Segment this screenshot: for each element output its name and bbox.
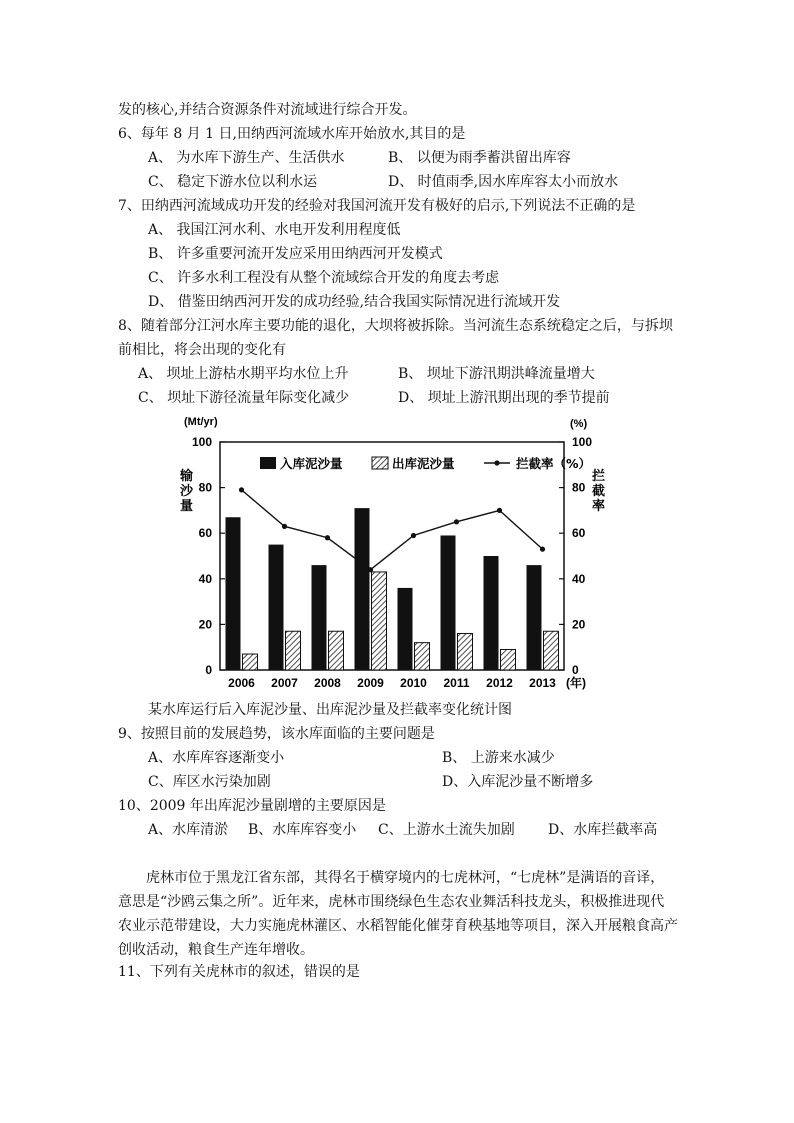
rate-point [497, 508, 502, 513]
x-tick-label: 2007 [271, 676, 298, 690]
q10-option-d: D、水库拦截率高 [548, 822, 658, 838]
left-tick-label: 80 [198, 480, 212, 495]
rate-point [282, 524, 287, 529]
x-tick-label: 2012 [486, 676, 513, 690]
rate-point [411, 533, 416, 538]
right-tick-label: 100 [572, 435, 593, 449]
x-tick-label: 2013 [529, 676, 556, 690]
legend-inflow-swatch [260, 457, 276, 469]
q8-option-b: B、 坝址下游汛期洪峰流量增大 [398, 366, 595, 382]
legend-outflow-swatch [372, 457, 388, 469]
bar-outflow [286, 631, 301, 670]
x-tick-label: 2009 [357, 676, 384, 690]
q8-stem-line2: 前相比，将会出现的变化有 [118, 342, 286, 358]
q9-option-d: D、入库泥沙量不断增多 [442, 774, 594, 790]
rate-point [368, 567, 373, 572]
passage: 虎林市位于黑龙江省东部，其得名于横穿境内的七虎林河，“七虎林”是满语的音译，意思是“沙鸥云集之所”。近年来，虎林市围绕绿色生态农业舞活科技龙头，积极推进现代农业示范带建设，大力实施虎林灌区、水稻智能化催芽育秧基地等项目，深入开展粮食高产创收活动，粮食生产连年增收。 [118, 870, 678, 958]
right-axis-label-char: 拦 [592, 469, 606, 484]
rate-point [540, 547, 545, 552]
q7-option-d: D、 借鉴田纳西河开发的成功经验,结合我国实际情况进行流域开发 [148, 294, 561, 310]
legend-rate-label: 拦截率（%） [516, 456, 592, 471]
intro-tail: 发的核心,并结合资源条件对流域进行综合开发。 [118, 102, 417, 118]
rate-point [325, 535, 330, 540]
q6-option-c: C、 稳定下游水位以利水运 [148, 174, 318, 190]
right-tick-label: 40 [572, 571, 586, 586]
right-tick-label: 0 [572, 663, 579, 677]
right-axis-unit: (%) [570, 418, 588, 430]
x-tick-label: 2008 [314, 676, 341, 690]
rate-point [454, 519, 459, 524]
right-tick-label: 60 [572, 526, 586, 541]
bar-outflow [501, 649, 516, 670]
right-tick-label: 80 [572, 480, 586, 495]
right-tick-label: 20 [572, 617, 586, 632]
rate-point [239, 487, 244, 492]
left-axis-label-char: 输 [180, 469, 194, 484]
left-axis-unit: (Mt/yr) [184, 416, 218, 428]
sediment-chart [178, 412, 608, 697]
legend-inflow-label: 入库泥沙量 [280, 456, 343, 471]
x-axis-unit: (年) [566, 676, 586, 690]
q8-option-c: C、 坝址下游径流量年际变化减少 [138, 390, 350, 406]
q9-option-c: C、库区水污染加剧 [148, 774, 271, 790]
bar-inflow [484, 556, 499, 670]
q6-stem: 6、每年 8 月 1 日,田纳西河流域水库开始放水,其目的是 [118, 126, 466, 142]
q8-stem-line1: 8、随着部分江河水库主要功能的退化，大坝将被拆除。当河流生态系统稳定之后，与拆坝 [118, 318, 673, 334]
right-axis-label-char: 截 [592, 484, 606, 499]
left-axis-label-char: 量 [180, 499, 194, 514]
q9-stem: 9、按照目前的发展趋势，该水库面临的主要问题是 [118, 726, 435, 742]
left-axis-label-char: 沙 [180, 484, 194, 499]
q7-option-c: C、 许多水利工程没有从整个流域综合开发的角度去考虑 [148, 270, 500, 286]
bar-inflow [441, 535, 456, 670]
left-tick-label: 0 [205, 663, 212, 677]
bar-inflow [226, 517, 241, 670]
q7-option-a: A、 我国江河水利、水电开发利用程度低 [148, 222, 401, 238]
x-tick-label: 2010 [400, 676, 427, 690]
chart-caption: 某水库运行后入库泥沙量、出库泥沙量及拦截率变化统计图 [148, 702, 512, 718]
bar-outflow [372, 572, 387, 670]
q8-option-a: A、 坝址上游枯水期平均水位上升 [138, 366, 349, 382]
q11-stem: 11、下列有关虎林市的叙述，错误的是 [118, 964, 360, 980]
bar-outflow [243, 654, 258, 670]
bar-inflow [312, 565, 327, 670]
bar-inflow [398, 588, 413, 670]
q10-option-c: C、上游水土流失加剧 [378, 822, 515, 838]
left-tick-label: 60 [198, 526, 212, 541]
bar-inflow [269, 545, 284, 670]
bar-inflow [527, 565, 542, 670]
legend-rate-point [494, 460, 499, 465]
q10-stem: 10、2009 年出库泥沙量剧增的主要原因是 [118, 798, 386, 814]
bar-outflow [458, 634, 473, 670]
q10-option-a: A、水库清淤 [148, 822, 229, 838]
q10-option-b: B、水库库容变小 [248, 822, 357, 838]
q6-option-d: D、 时值雨季,因水库库容太小而放水 [388, 174, 619, 190]
q9-option-a: A、水库库容逐渐变小 [148, 750, 285, 766]
x-tick-label: 2011 [443, 676, 470, 690]
q7-stem: 7、田纳西河流域成功开发的经验对我国河流开发有极好的启示,下列说法不正确的是 [118, 198, 636, 214]
q7-option-b: B、 许多重要河流开发应采用田纳西河开发模式 [148, 246, 443, 262]
bar-outflow [329, 631, 344, 670]
q6-option-a: A、 为水库下游生产、生活供水 [148, 150, 345, 166]
bar-outflow [415, 643, 430, 670]
left-tick-label: 20 [198, 617, 212, 632]
legend-outflow-label: 出库泥沙量 [392, 456, 455, 471]
right-axis-label-char: 率 [592, 499, 606, 514]
bar-inflow [355, 508, 370, 670]
q6-option-b: B、 以便为雨季蓄洪留出库容 [388, 150, 571, 166]
bar-outflow [544, 631, 559, 670]
x-tick-label: 2006 [228, 676, 255, 690]
q9-option-b: B、 上游来水减少 [442, 750, 555, 766]
left-tick-label: 40 [198, 571, 212, 586]
q8-option-d: D、 坝址上游汛期出现的季节提前 [398, 390, 610, 406]
left-tick-label: 100 [191, 435, 212, 449]
